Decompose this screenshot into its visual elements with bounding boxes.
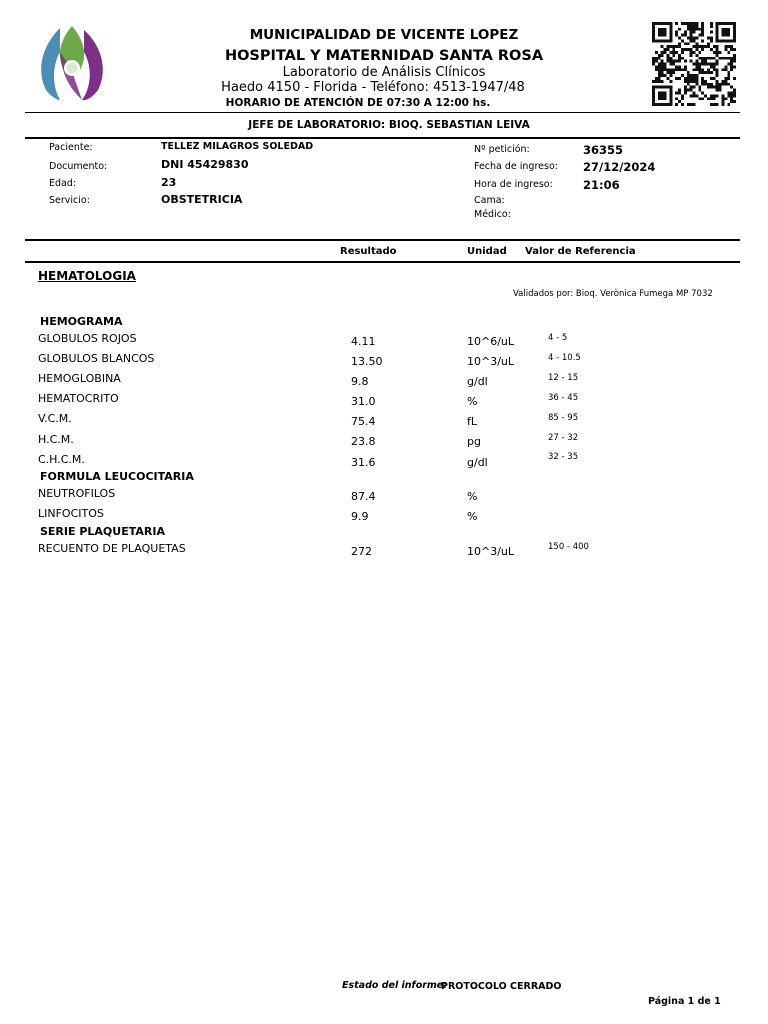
test-reference: 4 - 5 [548,333,568,343]
test-reference: 4 - 10.5 [548,353,581,363]
service-label: Servicio: [49,195,90,206]
test-unit: 10^3/uL [467,355,515,368]
result-column-header: Resultado [340,246,397,257]
test-reference: 27 - 32 [548,433,579,443]
group-formula-leucocitaria: FORMULA LEUCOCITARIA [40,470,194,483]
test-unit: pg [467,435,481,448]
time-label: Hora de ingreso: [474,179,553,190]
test-reference: 12 - 15 [548,373,579,383]
section-title: HEMATOLOGIA [38,269,136,283]
test-result: 9.8 [351,375,369,388]
laboratory-name: Laboratorio de Análisis Clínicos [282,65,486,80]
municipality-title: MUNICIPALIDAD DE VICENTE LOPEZ [249,27,519,43]
test-result: 87.4 [351,490,376,503]
admission-date: 27/12/2024 [583,160,656,174]
lab-chief: JEFE DE LABORATORIO: BIOQ. SEBASTIAN LEIVA [248,119,530,131]
report-status-label: Estado del informe: [342,980,448,991]
reference-column-header: Valor de Referencia [525,246,636,257]
test-result: 272 [351,545,372,558]
test-reference: 85 - 95 [548,413,579,423]
patient-name: TELLEZ MILAGROS SOLEDAD [161,141,314,152]
test-unit: 10^6/uL [467,335,515,348]
admission-time: 21:06 [583,178,620,192]
test-reference: 150 - 400 [548,542,589,552]
group-serie-plaquetaria: SERIE PLAQUETARIA [40,525,165,538]
test-unit: % [467,395,478,408]
hospital-title: HOSPITAL Y MATERNIDAD SANTA ROSA [224,48,544,64]
test-result: 13.50 [351,355,383,368]
test-result: 75.4 [351,415,376,428]
test-result: 4.11 [351,335,376,348]
test-reference: 32 - 35 [548,452,579,462]
test-name: H.C.M. [38,433,74,446]
request-number: 36355 [583,143,624,157]
test-name: GLOBULOS BLANCOS [38,352,155,365]
test-name: NEUTROFILOS [38,487,116,500]
patient-label: Paciente: [49,142,93,153]
date-label: Fecha de ingreso: [474,161,558,172]
validated-by: Validados por: Bioq. Verònica Fumega MP 7032 [513,289,713,299]
test-result: 23.8 [351,435,376,448]
test-name: RECUENTO DE PLAQUETAS [38,542,186,555]
document-value: DNI 45429830 [161,158,249,171]
bed-label: Cama: [474,195,505,206]
test-name: LINFOCITOS [38,507,104,520]
test-result: 31.6 [351,456,376,469]
test-unit: fL [467,415,478,428]
unit-column-header: Unidad [467,246,507,257]
age-label: Edad: [49,178,77,189]
report-status: PROTOCOLO CERRADO [441,981,562,992]
header-divider-thin [25,112,740,113]
page-number: Página 1 de 1 [648,996,721,1007]
test-name: GLOBULOS ROJOS [38,332,137,345]
request-label: Nº petición: [474,144,530,155]
test-name: HEMATOCRITO [38,392,119,405]
opening-hours: HORARIO DE ATENCIÓN DE 07:30 A 12:00 hs. [225,97,491,109]
service-value: OBSTETRICIA [161,193,243,206]
document-label: Documento: [49,161,108,172]
table-top-rule [25,239,740,241]
age-value: 23 [161,176,177,189]
test-unit: 10^3/uL [467,545,515,558]
test-name: C.H.C.M. [38,453,85,466]
table-header-rule [25,261,740,263]
test-name: HEMOGLOBINA [38,372,121,385]
test-unit: g/dl [467,375,488,388]
test-reference: 36 - 45 [548,393,579,403]
group-hemograma: HEMOGRAMA [40,315,123,328]
test-name: V.C.M. [38,412,72,425]
header-divider [25,137,740,139]
test-unit: g/dl [467,456,488,469]
test-result: 9.9 [351,510,369,523]
doctor-label: Médico: [474,209,511,220]
test-unit: % [467,490,478,503]
test-result: 31.0 [351,395,376,408]
test-unit: % [467,510,478,523]
address: Haedo 4150 - Florida - Teléfono: 4513-1947/48 [221,80,525,95]
